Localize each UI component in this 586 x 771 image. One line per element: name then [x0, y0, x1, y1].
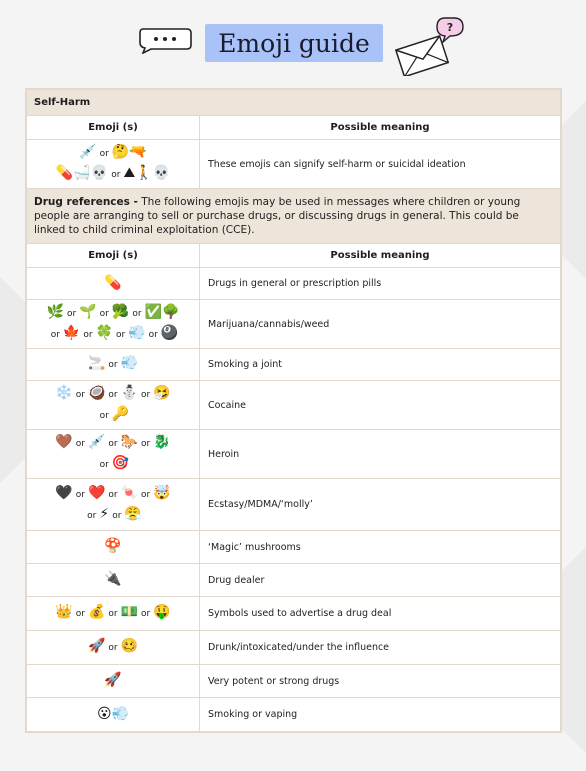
emoji-line — [33, 570, 193, 590]
or-label: or — [99, 460, 109, 470]
or-label: or — [148, 330, 158, 340]
drug-references-note — [27, 189, 561, 244]
emoji-symbol: 💵 — [120, 604, 139, 620]
emoji-line — [33, 324, 193, 345]
meaning-cell: Heroin — [200, 430, 561, 479]
or-label: or — [141, 439, 151, 449]
meaning-cell: Smoking or vaping — [200, 698, 561, 732]
emoji-cell — [27, 531, 200, 564]
emoji-symbol: 🥥 — [87, 385, 106, 401]
emoji-line — [33, 505, 193, 526]
emoji-line — [33, 454, 193, 475]
or-label: or — [108, 360, 118, 370]
emoji-symbol: 💉 — [79, 144, 97, 160]
or-label: or — [99, 309, 109, 319]
emoji-symbol: 🐎 — [120, 434, 139, 450]
table-row — [27, 631, 561, 665]
emoji-symbol: 🚀 — [87, 638, 106, 654]
emoji-cell — [27, 300, 200, 349]
emoji-line — [33, 164, 193, 185]
emoji-symbol: ✅ — [144, 304, 162, 320]
or-label: or — [108, 609, 118, 619]
emoji-symbol: 🚬 — [87, 355, 106, 371]
emoji-line — [33, 354, 193, 375]
emoji-cell — [27, 430, 200, 479]
or-label: or — [75, 390, 85, 400]
emoji-symbol: 🍄 — [104, 538, 122, 554]
column-header-emoji: Emoji (s) — [27, 244, 200, 268]
note-bold-label: Drug references - — [34, 196, 138, 208]
emoji-cell — [27, 140, 200, 189]
emoji-line — [33, 484, 193, 505]
meaning-cell: Very potent or strong drugs — [200, 665, 561, 698]
or-label: or — [141, 390, 151, 400]
or-label: or — [116, 330, 126, 340]
emoji-symbol: 🌳 — [161, 304, 180, 320]
emoji-line — [33, 303, 193, 324]
or-label: or — [108, 439, 118, 449]
table-row — [27, 597, 561, 631]
emoji-line — [33, 637, 193, 658]
column-header-meaning: Possible meaning — [200, 244, 561, 268]
title-banner — [205, 24, 383, 62]
table-row — [27, 381, 561, 430]
emoji-line — [33, 384, 193, 405]
or-label: or — [75, 609, 85, 619]
emoji-symbol: ⚡ — [99, 505, 110, 522]
emoji-line — [33, 671, 193, 691]
emoji-cell — [27, 665, 200, 698]
note-text: The following emojis may be used in messages where children or young people are arranging to sell or purchase drugs, or discussing drugs in general. This could be linked to child criminal exploitation (CCE). — [34, 196, 521, 236]
emoji-symbol: 🔌 — [104, 571, 122, 587]
emoji-cell — [27, 564, 200, 597]
emoji-line — [33, 143, 193, 164]
emoji-symbol: 😮💨 — [96, 705, 130, 722]
emoji-symbol: 🤎 — [55, 434, 73, 450]
emoji-symbol: 🌱 — [79, 304, 97, 320]
emoji-cell — [27, 631, 200, 665]
meaning-cell: Drunk/intoxicated/under the influence — [200, 631, 561, 665]
emoji-symbol: 🥴 — [120, 638, 139, 654]
emoji-symbol: 💊 — [104, 274, 122, 291]
table-row — [27, 349, 561, 381]
meaning-cell: Marijuana/cannabis/weed — [200, 300, 561, 349]
self-harm-table — [26, 89, 561, 732]
emoji-line — [33, 705, 193, 725]
emoji-symbol: 🚀 — [104, 672, 122, 688]
emoji-cell — [27, 479, 200, 531]
emoji-symbol: 🤑 — [153, 604, 171, 620]
emoji-cell — [27, 597, 200, 631]
or-label: or — [75, 439, 85, 449]
column-header-emoji: Emoji (s) — [27, 116, 200, 140]
emoji-symbol: 🤧 — [153, 385, 171, 401]
table-row — [27, 479, 561, 531]
emoji-symbol: 🍀 — [95, 325, 113, 341]
or-label: or — [108, 489, 118, 500]
column-header-meaning: Possible meaning — [200, 116, 561, 140]
emoji-symbol: 🥦 — [111, 304, 130, 320]
emoji-line — [33, 405, 193, 426]
or-label: or — [87, 510, 97, 521]
or-label: or — [108, 643, 118, 653]
or-label: or — [141, 609, 151, 619]
emoji-symbol: ❄️ — [55, 385, 73, 401]
emoji-symbol: 🎱 — [160, 325, 179, 341]
emoji-guide-sheet — [25, 88, 562, 733]
emoji-symbol: 😤 — [124, 505, 142, 522]
emoji-line — [33, 274, 193, 294]
or-label: or — [108, 390, 118, 400]
emoji-symbol: 🤯 — [153, 484, 171, 501]
table-row — [27, 564, 561, 597]
emoji-symbol: 🖤 — [55, 484, 73, 501]
meaning-cell: Drug dealer — [200, 564, 561, 597]
meaning-cell: ‘Magic’ mushrooms — [200, 531, 561, 564]
emoji-cell — [27, 349, 200, 381]
emoji-symbol: 💨 — [120, 355, 139, 371]
table-row — [27, 140, 561, 189]
table-row — [27, 698, 561, 732]
or-label: or — [75, 489, 85, 500]
page-title: Emoji guide — [218, 28, 370, 58]
emoji-symbol: 💉 — [87, 434, 106, 450]
or-label: or — [132, 309, 142, 319]
emoji-symbol: 💰 — [87, 604, 106, 620]
emoji-symbol: ⛄ — [120, 385, 139, 401]
or-label: or — [141, 489, 151, 500]
section-heading-self-harm: Self-Harm — [27, 90, 561, 116]
meaning-cell: Smoking a joint — [200, 349, 561, 381]
or-label: or — [83, 330, 93, 340]
envelope-question-icon — [393, 14, 473, 76]
emoji-line — [33, 537, 193, 557]
emoji-cell — [27, 268, 200, 300]
emoji-line — [33, 433, 193, 454]
meaning-cell: Ecstasy/MDMA/‘molly’ — [200, 479, 561, 531]
meaning-cell: Cocaine — [200, 381, 561, 430]
table-row — [27, 665, 561, 698]
or-label: or — [50, 330, 60, 340]
emoji-symbol: 🤔🔫 — [111, 144, 147, 160]
table-row — [27, 531, 561, 564]
emoji-cell — [27, 381, 200, 430]
table-row — [27, 268, 561, 300]
svg-text:?: ? — [446, 21, 454, 34]
emoji-symbol: 💊🛁💀 — [55, 165, 109, 181]
meaning-cell: Symbols used to advertise a drug deal — [200, 597, 561, 631]
or-label: or — [112, 510, 122, 521]
or-label: or — [99, 149, 109, 159]
or-label: or — [111, 170, 121, 180]
emoji-symbol: ⛰🚶💀 — [123, 165, 171, 181]
emoji-line — [33, 603, 193, 624]
page-header — [0, 0, 586, 88]
table-row — [27, 300, 561, 349]
emoji-symbol: 🔑 — [111, 406, 130, 422]
emoji-cell — [27, 698, 200, 732]
meaning-cell: Drugs in general or prescription pills — [200, 268, 561, 300]
table-row — [27, 430, 561, 479]
emoji-symbol: 🌿 — [46, 304, 65, 320]
emoji-symbol: ❤️ — [87, 484, 106, 501]
meaning-cell: These emojis can signify self-harm or suicidal ideation — [200, 140, 561, 189]
or-label: or — [99, 411, 109, 421]
emoji-symbol: 💨 — [128, 325, 146, 341]
emoji-symbol: 🍬 — [120, 484, 139, 501]
speech-bubble-dots-icon — [137, 26, 193, 54]
emoji-symbol: 🍁 — [62, 325, 81, 341]
or-label: or — [67, 309, 77, 319]
emoji-symbol: 👑 — [55, 604, 73, 620]
emoji-symbol: 🐉 — [153, 434, 171, 450]
emoji-symbol: 🎯 — [111, 455, 130, 471]
